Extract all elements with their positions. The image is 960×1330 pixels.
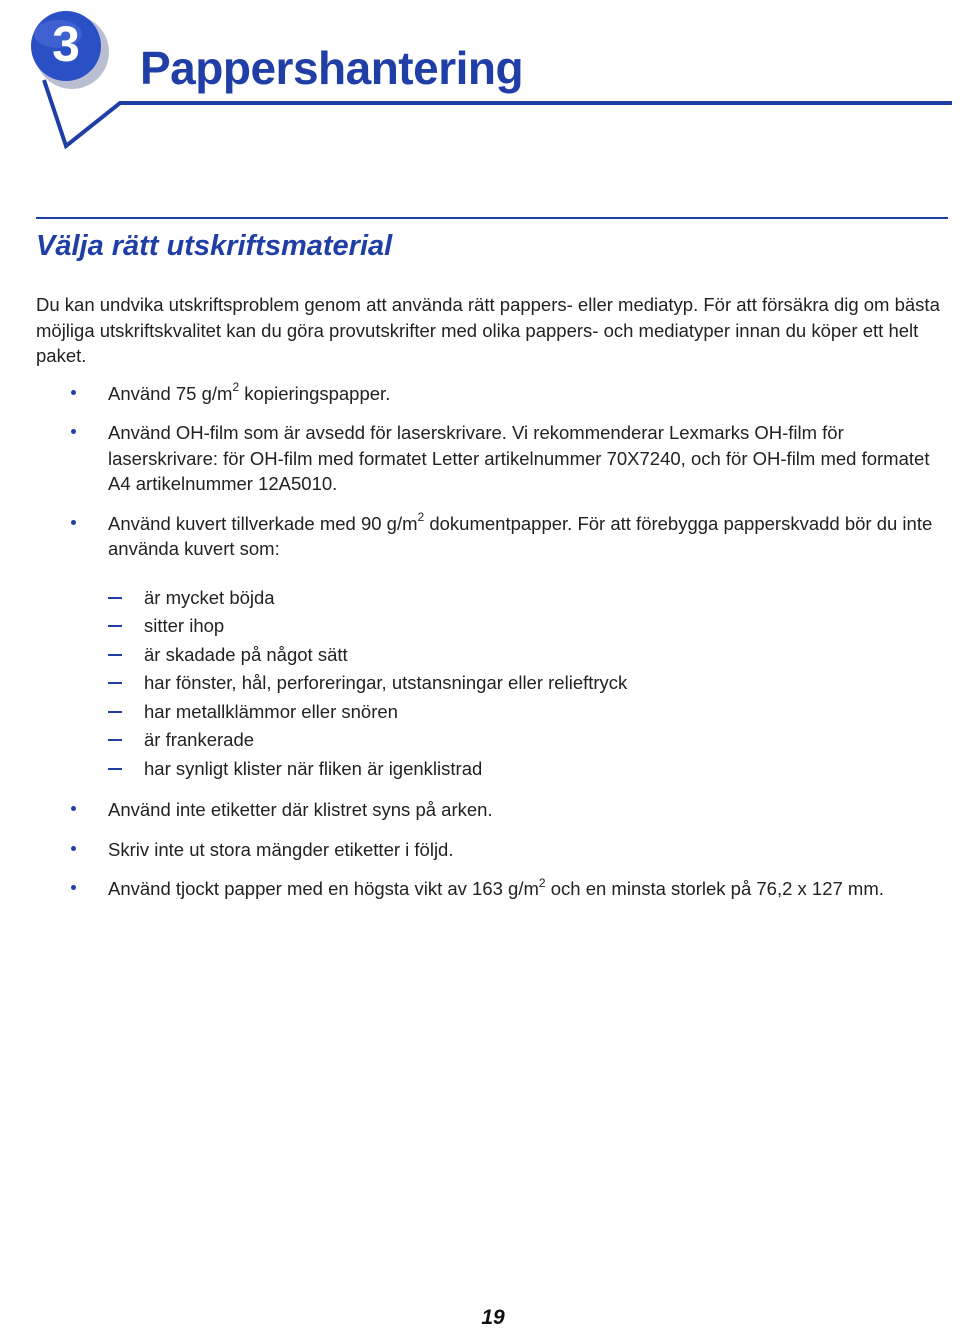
bullet-item xyxy=(36,511,948,784)
dash-item xyxy=(108,669,948,698)
envelope-condition-list xyxy=(108,584,948,784)
dash-item xyxy=(108,584,948,613)
bullet-text: kopieringspapper. xyxy=(239,382,391,404)
bullet-text: Skriv inte ut stora mängder etiketter i följd. xyxy=(108,838,454,860)
superscript: 2 xyxy=(417,510,425,525)
dash-item xyxy=(108,612,948,641)
bullet-text: Använd OH-film som är avsedd för laserskrivare. Vi rekommenderar Lexmarks OH-film för laserskrivare: för OH-film med formatet Letter artikelnummer 70X7240, och för OH-film med formatet A4 artikelnummer 12A5010. xyxy=(108,422,930,494)
dash-icon xyxy=(108,654,122,656)
bullet-item xyxy=(36,837,948,863)
dash-icon xyxy=(108,711,122,713)
bullet-icon xyxy=(71,846,76,851)
chapter-number: 3 xyxy=(52,16,80,72)
dash-text: sitter ihop xyxy=(144,615,225,636)
dash-icon xyxy=(108,625,122,627)
bullet-icon xyxy=(71,885,76,890)
dash-icon xyxy=(108,739,122,741)
section-divider xyxy=(36,217,948,219)
dash-text: är mycket böjda xyxy=(144,586,275,608)
bullet-text: dokumentpapper. För att förebygga papperskvadd bör du inte använda kuvert som: xyxy=(108,512,933,559)
dash-item xyxy=(108,755,948,784)
bullet-icon xyxy=(71,429,76,434)
dash-text: har metallklämmor eller snören xyxy=(144,700,398,722)
superscript: 2 xyxy=(232,380,240,395)
dash-text: har synligt klister när fliken är igenklistrad xyxy=(144,757,483,779)
section-body xyxy=(36,292,948,916)
bullet-item xyxy=(36,797,948,823)
dash-icon xyxy=(108,768,122,770)
intro-paragraph: Du kan undvika utskriftsproblem genom att använda rätt pappers- eller mediatyp. För att försäkra dig om bästa möjliga utskriftskvalitet kan du göra provutskrifter med olika pappers- och mediatyper innan du köper ett helt paket. xyxy=(36,294,940,366)
dash-text: har fönster, hål, perforeringar, utstansningar eller relieftryck xyxy=(144,672,628,693)
page-number: 19 xyxy=(481,1306,505,1329)
bullet-item xyxy=(36,876,948,902)
superscript: 2 xyxy=(538,875,546,890)
bullet-icon xyxy=(71,806,76,811)
dash-item xyxy=(108,641,948,670)
dash-text: är skadade på något sätt xyxy=(144,643,348,665)
chapter-title: Pappershantering xyxy=(140,42,524,94)
bullet-text: och en minsta storlek på 76,2 x 127 mm. xyxy=(545,878,884,899)
bullet-text: Använd tjockt papper med en högsta vikt av 163 g/m xyxy=(108,878,539,899)
bullet-icon xyxy=(71,520,76,525)
dash-item xyxy=(108,726,948,755)
bullet-item xyxy=(36,420,948,497)
dash-icon xyxy=(108,682,122,684)
section-title: Välja rätt utskriftsmaterial xyxy=(36,230,393,262)
bullet-item xyxy=(36,381,948,407)
bullet-text: Använd kuvert tillverkade med 90 g/m xyxy=(108,512,418,534)
dash-icon xyxy=(108,597,122,599)
bullet-icon xyxy=(71,390,76,395)
bullet-text: Använd 75 g/m xyxy=(108,382,233,404)
bullet-list xyxy=(36,381,948,902)
dash-item xyxy=(108,698,948,727)
dash-text: är frankerade xyxy=(144,729,255,750)
bullet-text: Använd inte etiketter där klistret syns på arken. xyxy=(108,799,493,820)
